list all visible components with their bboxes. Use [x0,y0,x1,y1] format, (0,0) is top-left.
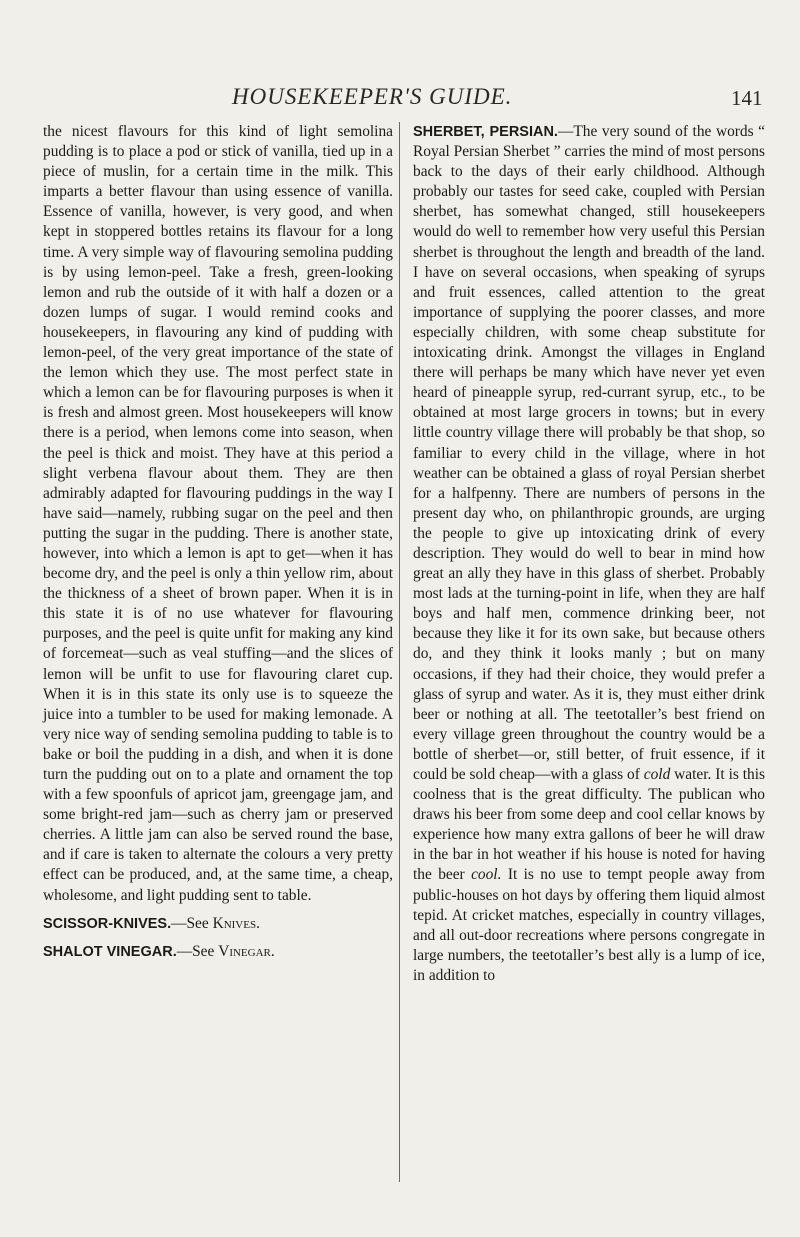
entry-heading: SCISSOR-KNIVES. [43,915,172,932]
entry-end: . [256,914,260,932]
right-column [413,122,765,986]
entry-text: water. It is this coolness that is the great difficulty. The publican who draws his beer from some deep and cool cellar knows by experience how many extra gallons of beer he will draw in the bar in hot weather if his house is noted for having the beer [413,766,765,884]
entry-text: —The very sound of the words “ Royal Persian Sherbet ” carries the mind of most persons back to the days of their early childhood. Although probably our tastes for seed cake, coupled with Persian sherbet, has somewhat changed, still housekeepers would do well to remember how very useful this Persian sherbet is throughout the length and breadth of the land. I have on several occasions, when speaking of syrups and fruit essences, called attention to the great importance of supplying the poorer classes, and more especially children, with some cheap substitute for intoxicating drink. Amongst the villages in England there will perhaps be many which have never yet even heard of pineapple syrup, red-currant syrup, etc., to be obtained at most large grocers in towns; but in every little country village there will probably be that shop, so familiar to every child in the village, where in hot weather can be obtained a glass of royal Persian sherbet for a halfpenny. There are numbers of persons in the present day who, on philanthropic grounds, are urging the people to give up intoxicating drink of every description. They would do well to bear in mind how great an ally they have in this glass of sherbet. Probably most lads at the turning-point in life, when they are half boys and half men, commence drinking beer, not because they like it for its own sake, but because others do, and they think it looks manly ; but on many occasions, if they had their choice, they would prefer a glass of syrup and water. As it is, they must either drink beer or nothing at all. The teetotaller’s best friend on every village green throughout the country would be a bottle of sherbet—or, still better, of fruit essence, if it could be sold cheap—with a glass of [413,123,765,783]
column-divider [399,122,400,1182]
cross-reference: Vinegar [218,942,271,960]
entry-scissor-knives [43,914,393,934]
entry-text: It is no use to tempt people away from public-houses on hot days by offering them liquid almost tepid. At cricket matches, especially in country villages, and all out-door recreations where persons congregate in large numbers, the teetotaller’s best ally is a lump of ice, in addition to [413,866,765,984]
entry-sherbet-persian [413,122,765,986]
entry-text: —See [176,942,219,960]
page-number: 141 [731,86,763,110]
entry-heading: SHALOT VINEGAR. [43,943,177,960]
cross-reference: Knives [212,914,257,932]
entry-text: —See [171,914,213,932]
entry-shalot-vinegar [43,942,393,962]
italic-word: cool. [471,866,502,884]
italic-word: cold [643,766,671,783]
left-column [43,122,393,962]
running-head: HOUSEKEEPER'S GUIDE. [232,84,513,109]
entry-end: . [270,942,275,960]
entry-heading: SHERBET, PERSIAN. [413,124,558,140]
semolina-continued-paragraph: the nicest flavours for this kind of light semolina pudding is to place a pod or stick of vanilla, tied up in a piece of muslin, for a certain time in the milk. This imparts a better flavour than using essence of vanilla. Essence of vanilla, however, is very good, and when kept in stoppered bottles retains its flavour for a long time. A very simple way of flavouring semolina pudding is by using lemon-peel. Take a fresh, green-looking lemon and rub the outside of it with half a dozen or a dozen lumps of sugar. I would remind cooks and housekeepers, in flavouring any kind of pudding with lemon-peel, of the very great importance of the state of the lemon which they use. The most perfect state in which a lemon can be for flavouring purposes is when it is fresh and almost green. Most housekeepers will know there is a period, when lemons come into season, when the peel is thick and moist. They have at this period a slight verbena flavour about them. They are then admirably adapted for flavouring puddings in the way I have said—namely, rubbing sugar on the peel and then putting the sugar in the pudding. There is another state, however, into which a lemon is apt to get—when it has become dry, and the peel is only a thin yellow rim, about the thickness of a sheet of brown paper. When it is in this state it is of no use whatever for flavouring purposes, and the peel is quite unfit for making any kind of forcemeat—such as veal stuffing—and the slices of lemon will be unfit to use for flavouring claret cup. When it is in this state its only use is to squeeze the juice into a tumbler to be used for making lemonade. A very nice way of sending semolina pudding to table is to bake or boil the pudding in a dish, and when it is done turn the pudding out on to a plate and ornament the top with a few spoonfuls of apricot jam, greengage jam, and some bright-red jam—such as cherry jam or preserved cherries. A little jam can also be served round the base, and if care is taken to alternate the colours a very pretty effect can be produced, and, at the same time, a cheap, wholesome, and light pudding sent to table. [43,123,393,904]
